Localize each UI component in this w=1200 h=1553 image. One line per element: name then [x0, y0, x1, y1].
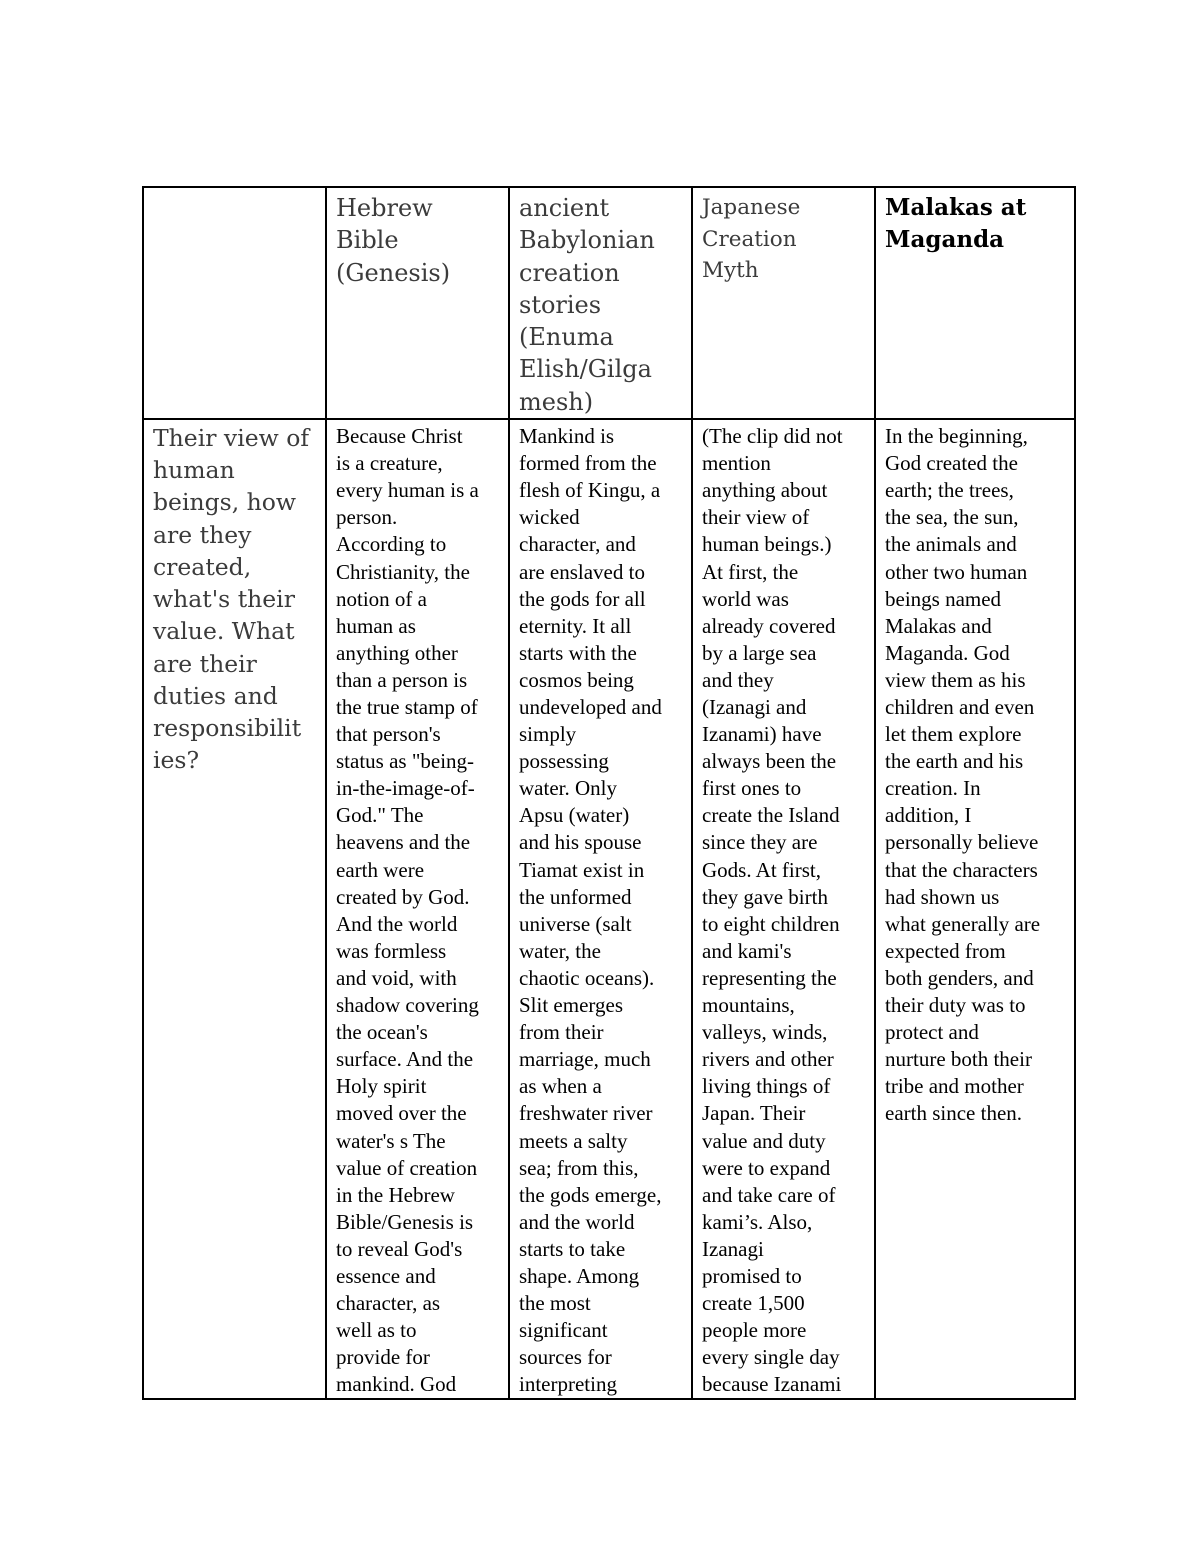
- header-empty-cell: [143, 187, 326, 419]
- header-cell-japan: [692, 187, 875, 419]
- header-cell-hebrew: [326, 187, 509, 419]
- row-label-cell: [143, 419, 326, 1399]
- header-malakas-at-maganda: Malakas at Maganda: [885, 194, 1027, 254]
- cell-malakas: [875, 419, 1075, 1399]
- row-label-text: Their view of human beings, how are they created, what's their value. What are their duties and responsibilit ies?: [153, 424, 310, 775]
- header-hebrew-bible: Hebrew Bible (Genesis): [336, 194, 451, 287]
- cell-babylon: [509, 419, 692, 1399]
- header-babylonian-stories: ancient Babylonian creation stories (Enuma Elish/Gilga mesh): [519, 194, 655, 416]
- header-cell-babylon: [509, 187, 692, 419]
- cell-hebrew: [326, 419, 509, 1399]
- header-japanese-myth: Japanese Creation Myth: [702, 195, 801, 283]
- header-cell-malakas: [875, 187, 1075, 419]
- table-header-row: [143, 187, 1075, 419]
- comparison-table: [142, 186, 1076, 1400]
- cell-hebrew-text: Because Christ is a creature, every human is a person. According to Christianity, the notion of a human as anything other than a person is the true stamp of that person's status as "being- in-the-image-of- God." The heavens and the earth were created by God. And the world was formless and void, with shadow covering the ocean's surface. And the Holy spirit moved over the water's s The value of creation in the Hebrew Bible/Genesis is to reveal God's essence and character, as well as to provide for mankind. God: [336, 424, 479, 1397]
- table-row: [143, 419, 1075, 1399]
- cell-babylon-text: Mankind is formed from the flesh of Kingu, a wicked character, and are enslaved to the gods for all eternity. It all starts with the cosmos being undeveloped and simply possessing water. Only Apsu (water) and his spouse Tiamat exist in the unformed universe (salt water, the chaotic oceans). Slit emerges from their marriage, much as when a freshwater river meets a salty sea; from this, the gods emerge, and the world starts to take shape. Among the most significant sources for interpreting: [519, 424, 662, 1397]
- cell-japan: [692, 419, 875, 1399]
- cell-malakas-text: In the beginning, God created the earth; the trees, the sea, the sun, the animals and other two human beings named Malakas and Maganda. God view them as his children and even let them explore the earth and his creation. In addition, I personally believe that the characters had shown us what generally are expected from both genders, and their duty was to protect and nurture both their tribe and mother earth since then.: [885, 424, 1041, 1126]
- cell-japan-text: (The clip did not mention anything about their view of human beings.) At first, the world was already covered by a large sea and they (Izanagi and Izanami) have always been the first ones to create the Island since they are Gods. At first, they gave birth to eight children and kami's representing the mountains, valleys, winds, rivers and other living things of Japan. Their value and duty were to expand and take care of kami’s. Also, Izanagi promised to create 1,500 people more every single day because Izanami: [702, 424, 843, 1397]
